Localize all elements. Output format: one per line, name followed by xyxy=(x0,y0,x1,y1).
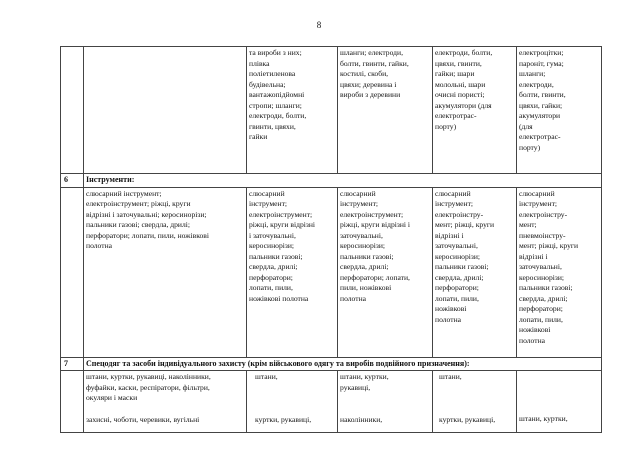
section-title: Інструменти: xyxy=(84,174,602,188)
number-cell xyxy=(61,371,84,433)
section-header-row xyxy=(61,174,602,188)
section-title: Спецодяг та засоби індивідуального захисту (крім військового одягу та виробів подвійного призначення): xyxy=(84,357,602,371)
table-cell: слюсарний інструмент; електроінструмент; ріжці, круги відрізні і заточувальні, керосинорізи; пальники газові; свердла, дрилі; перфоратори; лопати, пили, ножівкові полотна xyxy=(247,187,338,357)
table-cell: штани, куртки, рукавиці, наколінники, фуфайки, каски, респіратори, фільтри, окуляри і маски захисні, чоботи, черевики, вугільні xyxy=(84,371,247,433)
row-number: 7 xyxy=(61,357,84,371)
table-cell: слюсарний інструмент; електроінструмент; ріжці, круги відрізні і заточувальні, керосинорізи; пальники газові; свердла, дрилі; перфоратори; лопати, пили, ножівкові полотна xyxy=(338,187,433,357)
table-cell: електроди, болти, цвяхи, гвинти, гайки; шари молольні, шари очисні пористі; акумулятори (для електротрас- порту) xyxy=(433,47,517,174)
number-cell xyxy=(61,187,84,357)
table-cell: штани, куртки, рукавиці, xyxy=(247,371,338,433)
table-cell: штани, куртки, рукавиці, xyxy=(433,371,517,433)
table-cell xyxy=(84,47,247,174)
table-row xyxy=(61,187,602,357)
table-cell: шланги; електроди, болти, гвинти, гайки, костилі, скоби, цвяхи; деревина і вироби з деревини xyxy=(338,47,433,174)
supplies-table xyxy=(60,46,602,433)
table-cell: слюсарний інструмент; електроінстру- мент; пневмоінстру- мент; ріжці, круги відрізні і заточувальні, керосинорізи; пальники газові; свердла, дрилі; перфоратори; лопати, пили, ножівкові полотна xyxy=(517,187,602,357)
section-header-row xyxy=(61,357,602,371)
table-cell: слюсарний інструмент; електроінстру- мент; ріжці, круги відрізні і заточувальні, керосинорізи; пальники газові; свердла, дрилі; перфоратори; лопати, пили, ножівкові полотна xyxy=(433,187,517,357)
row-number: 6 xyxy=(61,174,84,188)
number-cell xyxy=(61,47,84,174)
table-cell: електроцітки; пароніт, гума; шланги; електроди, болти, гвинти, цвяхи, гайки; акумулятори (для електротрас- порту) xyxy=(517,47,602,174)
table-row xyxy=(61,47,602,174)
page-number: 8 xyxy=(316,20,322,30)
table-cell: штани, куртки, рукавиці, наколінники, xyxy=(338,371,433,433)
table-row xyxy=(61,371,602,433)
table-cell: слюсарний інструмент; електроінструмент; ріжці, круги відрізні і заточувальні; керосинорізи; пальники газові; свердла, дрилі; перфоратори; лопати, пили, ножівкові полотна xyxy=(84,187,247,357)
table-cell: та вироби з них; плівка поліетиленова будівельна; вантажопідйомні стропи; шланги; електроди, болти, гвинти, цвяхи, гайки xyxy=(247,47,338,174)
table-cell: штани, куртки, xyxy=(517,371,602,433)
